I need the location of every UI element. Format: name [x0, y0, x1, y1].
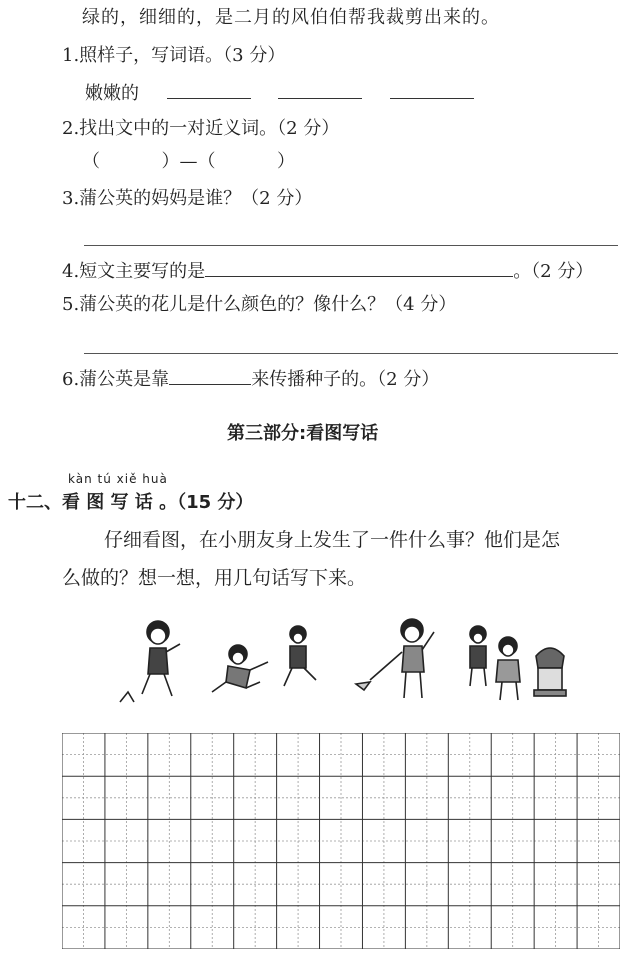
answer-blank-2[interactable] — [278, 80, 362, 99]
question-1: 1.照样子，写词语。（3 分） — [62, 45, 286, 66]
boy-running-figure — [284, 626, 316, 686]
task-prompt-line-1: 仔细看图，在小朋友身上发生了一件什么事？他们是怎 — [104, 529, 561, 551]
question-6 — [62, 366, 439, 392]
question-3: 3.蒲公英的妈妈是谁？（2 分） — [62, 188, 313, 209]
paren-open: （ — [82, 151, 100, 172]
girl-throwing-peel-figure — [356, 619, 434, 698]
passage-tail: 绿的，细细的，是二月的风伯伯帮我裁剪出来的。 — [82, 7, 500, 28]
question-5: 5.蒲公英的花儿是什么颜色的？像什么？（4 分） — [62, 294, 457, 315]
task-pinyin: kàn tú xiě huà — [68, 472, 168, 486]
question-1-answer-row — [85, 80, 474, 106]
question-6-suffix: 来传播种子的。（2 分） — [251, 369, 440, 390]
answer-line-q3[interactable] — [84, 245, 618, 246]
section-title: 第三部分:看图写话 — [227, 423, 379, 444]
question-4 — [62, 258, 593, 284]
task-prompt-line-2: 么做的？想一想，用几句话写下来。 — [62, 567, 367, 589]
kids-at-trash-bin-figure — [470, 626, 566, 700]
question-4-suffix: 。（2 分） — [513, 261, 594, 282]
answer-blank-q4[interactable] — [205, 258, 513, 277]
boy-eating-banana-figure — [120, 621, 180, 702]
answer-blank-3[interactable] — [390, 80, 474, 99]
story-illustration — [100, 610, 580, 710]
paren-dash: ）—（ — [161, 151, 216, 172]
example-word: 嫩嫩的 — [85, 83, 139, 104]
question-2-answer-row — [82, 150, 295, 174]
paren-close: ） — [276, 151, 295, 172]
writing-grid[interactable] — [62, 733, 620, 949]
answer-blank-1[interactable] — [167, 80, 251, 99]
answer-line-q5[interactable] — [84, 353, 618, 354]
question-2: 2.找出文中的一对近义词。（2 分） — [62, 118, 340, 139]
question-4-prefix: 4.短文主要写的是 — [62, 261, 206, 282]
answer-blank-q6[interactable] — [169, 366, 251, 385]
task-title: 十二、看 图 写 话 。（15 分） — [8, 492, 254, 513]
girl-slipping-figure — [212, 645, 268, 692]
question-6-prefix: 6.蒲公英是靠 — [62, 369, 170, 390]
